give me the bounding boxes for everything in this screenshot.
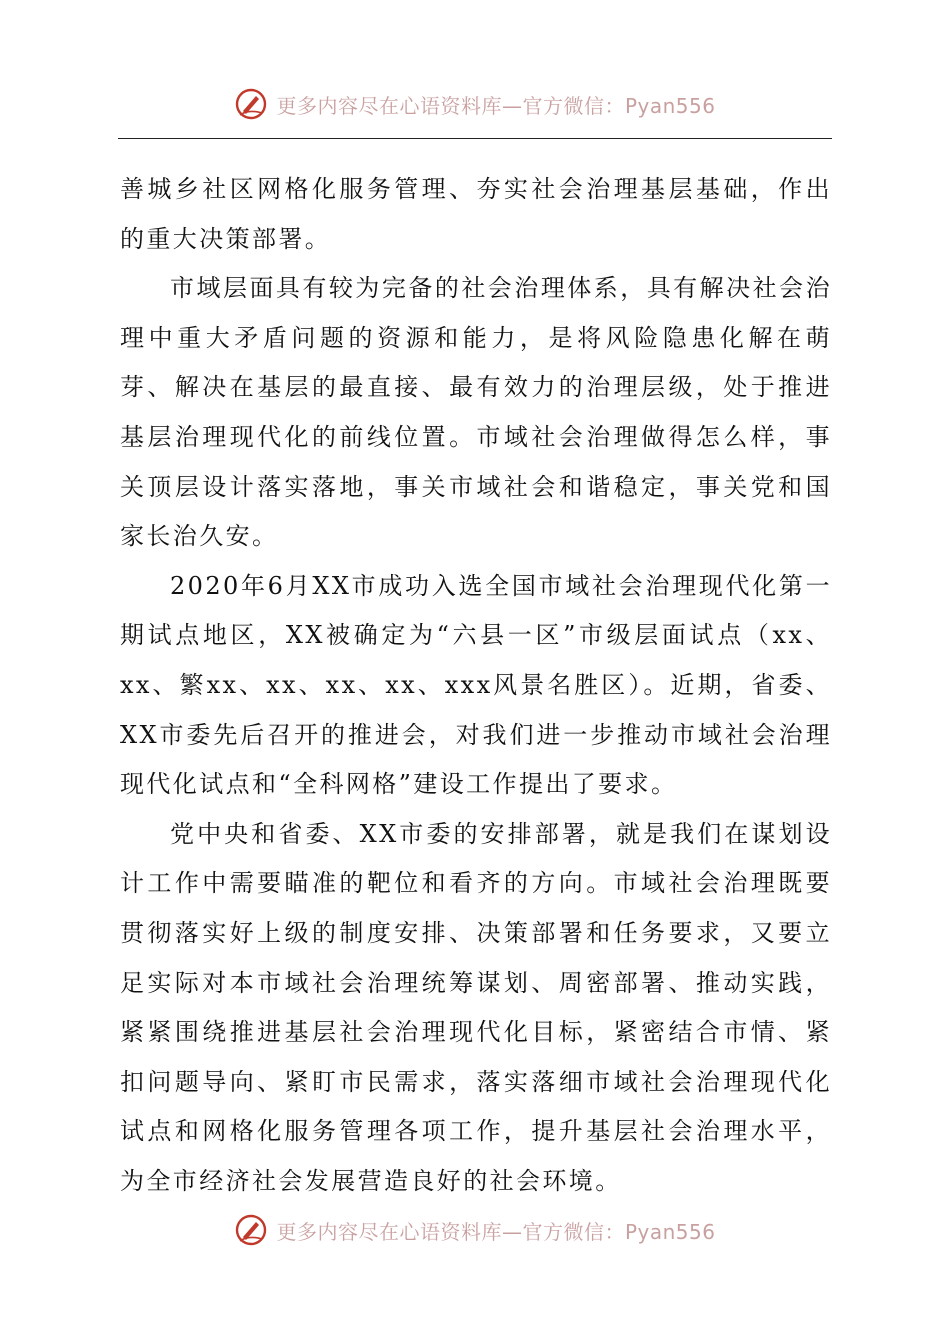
- header-watermark-banner: [0, 84, 950, 124]
- header-divider: [118, 138, 832, 139]
- paragraph-continued: 善城乡社区网格化服务管理、夯实社会治理基层基础，作出的重大决策部署。: [120, 175, 832, 253]
- paragraph: 市域层面具有较为完备的社会治理体系，具有解决社会治理中重大矛盾问题的资源和能力，是将风险隐患化解在萌芽、解决在基层的最直接、最有效力的治理层级，处于推进基层治理现代化的前线位置。市域社会治理做得怎么样，事关顶层设计落实落地，事关市域社会和谐稳定，事关党和国家长治久安。: [120, 274, 832, 551]
- pen-circle-logo-icon: [234, 87, 268, 121]
- paragraph: 党中央和省委、XX市委的安排部署，就是我们在谋划设计工作中需要瞄准的靶位和看齐的方向。市域社会治理既要贯彻落实好上级的制度安排、决策部署和任务要求，又要立足实际对本市域社会治理统筹谋划、周密部署、推动实践，紧紧围绕推进基层社会治理现代化目标，紧密结合市情、紧扣问题导向、紧盯市民需求，落实落细市域社会治理现代化试点和网格化服务管理各项工作，提升基层社会治理水平，为全市经济社会发展营造良好的社会环境。: [120, 819, 832, 1195]
- footer-watermark-text: 更多内容尽在心语资料库—官方微信：Pyan556: [276, 1219, 716, 1244]
- pen-circle-logo-icon: [234, 1213, 268, 1247]
- footer-watermark-banner: [0, 1210, 950, 1250]
- header-watermark-text: 更多内容尽在心语资料库—官方微信：Pyan556: [276, 93, 716, 118]
- paragraph: 2020年6月XX市成功入选全国市域社会治理现代化第一期试点地区，XX被确定为“六县一区”市级层面试点（xx、xx、繁xx、xx、xx、xx、xxx风景名胜区）。近期，省委、XX市委先后召开的推进会，对我们进一步推动市域社会治理现代化试点和“全科网格”建设工作提出了要求。: [120, 571, 832, 799]
- document-body: [120, 165, 832, 1206]
